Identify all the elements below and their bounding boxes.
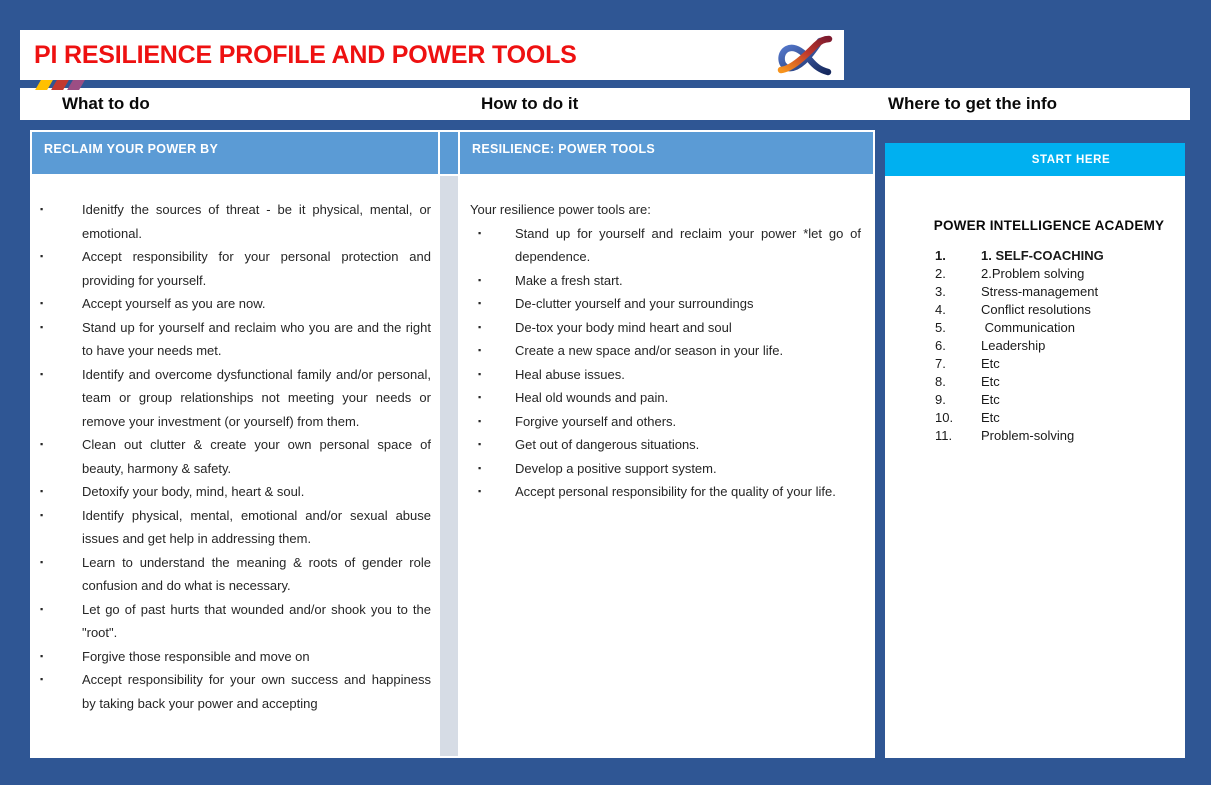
square-bullet-icon: ▪	[40, 603, 44, 614]
list-item: 6. Leadership	[935, 338, 1046, 353]
list-item: 11. Problem-solving	[935, 428, 1075, 443]
square-bullet-icon: ▪	[40, 368, 44, 379]
page-title: PI RESILIENCE PROFILE AND POWER TOOLS	[34, 40, 577, 69]
list-item: ▪ Accept yourself as you are now.	[32, 292, 438, 316]
list-item: 5. Communication	[935, 320, 1075, 335]
list-item: 3. Stress-management	[935, 284, 1099, 299]
square-bullet-icon: ▪	[40, 509, 44, 520]
list-item: ▪ De-tox your body mind heart and soul	[470, 316, 863, 340]
list-item: ▪ Forgive those responsible and move on	[32, 645, 438, 669]
list-item: ▪ Clean out clutter & create your own personal space of beauty, harmony & safety.	[32, 433, 438, 480]
list-item: ▪ Detoxify your body, mind, heart & soul.	[32, 480, 438, 504]
left-panel-body	[32, 176, 438, 756]
decorative-stripes	[38, 80, 82, 90]
left-main-block	[30, 130, 875, 758]
list-item: 10. Etc	[935, 410, 1000, 425]
right-main-block	[885, 143, 1185, 758]
alpha-ribbon-logo-icon	[774, 33, 836, 77]
band-label-what-to-do: What to do	[62, 94, 150, 113]
square-bullet-icon: ▪	[40, 674, 44, 684]
band-label-how-to-do-it: How to do it	[481, 94, 579, 113]
title-bar	[20, 30, 844, 80]
list-item: ▪ Make a fresh start.	[470, 269, 863, 293]
list-item: ▪ Forgive yourself and others.	[470, 410, 863, 434]
list-item: ▪ Accept responsibility for your personal protection and providing for yourself.	[32, 245, 438, 292]
square-bullet-icon: ▪	[40, 298, 44, 308]
square-bullet-icon: ▪	[40, 439, 44, 449]
list-item: ▪ Identify and overcome dysfunctional family and/or personal, team or group relationships not meeting your needs or remove your investment (or yourself) from them.	[32, 363, 438, 434]
academy-numbered-list	[885, 247, 1185, 445]
right-panel-body	[885, 176, 1185, 445]
stripe-red	[51, 80, 69, 90]
spacer-header-cell	[440, 132, 458, 174]
square-bullet-icon: ▪	[478, 321, 482, 332]
square-bullet-icon: ▪	[478, 368, 482, 379]
list-item: ▪ Let go of past hurts that wounded and/or shook you to the "root".	[32, 598, 438, 645]
list-item: ▪ Stand up for yourself and reclaim who you are and the right to have your needs met.	[32, 316, 438, 363]
list-item: ▪ Heal old wounds and pain.	[470, 386, 863, 410]
square-bullet-icon: ▪	[478, 462, 482, 473]
list-item: 1. 1. SELF-COACHING	[935, 248, 1104, 263]
middle-panel-body	[460, 176, 873, 756]
band-label-where-to-get-info: Where to get the info	[888, 94, 1058, 113]
square-bullet-icon: ▪	[478, 345, 482, 355]
list-item: ▪ De-clutter yourself and your surroundings	[470, 292, 863, 316]
square-bullet-icon: ▪	[478, 415, 482, 426]
square-bullet-icon: ▪	[40, 251, 44, 261]
square-bullet-icon: ▪	[478, 392, 482, 402]
middle-panel-header: RESILIENCE: POWER TOOLS	[460, 132, 873, 174]
list-item: ▪ Heal abuse issues.	[470, 363, 863, 387]
list-item: ▪ Stand up for yourself and reclaim your power *let go of dependence.	[470, 222, 863, 269]
academy-title: POWER INTELLIGENCE ACADEMY	[933, 218, 1165, 233]
reclaim-power-bullet-list	[32, 198, 438, 715]
list-item: ▪ Accept personal responsibility for the quality of your life.	[470, 480, 863, 504]
square-bullet-icon: ▪	[40, 556, 44, 567]
list-item: ▪ Identify physical, mental, emotional and/or sexual abuse issues and get help in addressing them.	[32, 504, 438, 551]
square-bullet-icon: ▪	[40, 321, 44, 332]
list-item: 9. Etc	[935, 392, 1000, 407]
list-item: ▪ Develop a positive support system.	[470, 457, 863, 481]
column-header-band	[20, 88, 1190, 120]
list-item: ▪ Accept responsibility for your own success and happiness by taking back your power and accepting	[32, 668, 438, 715]
list-item: 8. Etc	[935, 374, 1000, 389]
list-item: 4. Conflict resolutions	[935, 302, 1091, 317]
list-item: ▪ Create a new space and/or season in your life.	[470, 339, 863, 363]
square-bullet-icon: ▪	[40, 650, 44, 661]
square-bullet-icon: ▪	[478, 227, 482, 238]
square-bullet-icon: ▪	[40, 204, 44, 214]
square-bullet-icon: ▪	[478, 486, 482, 496]
power-tools-bullet-list	[470, 222, 863, 504]
list-item: 7. Etc	[935, 356, 1000, 371]
square-bullet-icon: ▪	[478, 274, 482, 285]
square-bullet-icon: ▪	[40, 486, 44, 496]
power-tools-intro: Your resilience power tools are:	[470, 202, 651, 217]
square-bullet-icon: ▪	[478, 298, 482, 308]
column-spacer	[440, 176, 458, 756]
start-here-header: START HERE	[885, 143, 1185, 176]
square-bullet-icon: ▪	[478, 439, 482, 449]
list-item: ▪ Get out of dangerous situations.	[470, 433, 863, 457]
list-item: ▪ Idenitfy the sources of threat - be it physical, mental, or emotional.	[32, 198, 438, 245]
list-item: ▪ Learn to understand the meaning & roots of gender role confusion and do what is necessary.	[32, 551, 438, 598]
stripe-gold	[35, 80, 53, 90]
list-item: 2. 2.Problem solving	[935, 266, 1085, 281]
left-panel-header: RECLAIM YOUR POWER BY	[32, 132, 438, 174]
